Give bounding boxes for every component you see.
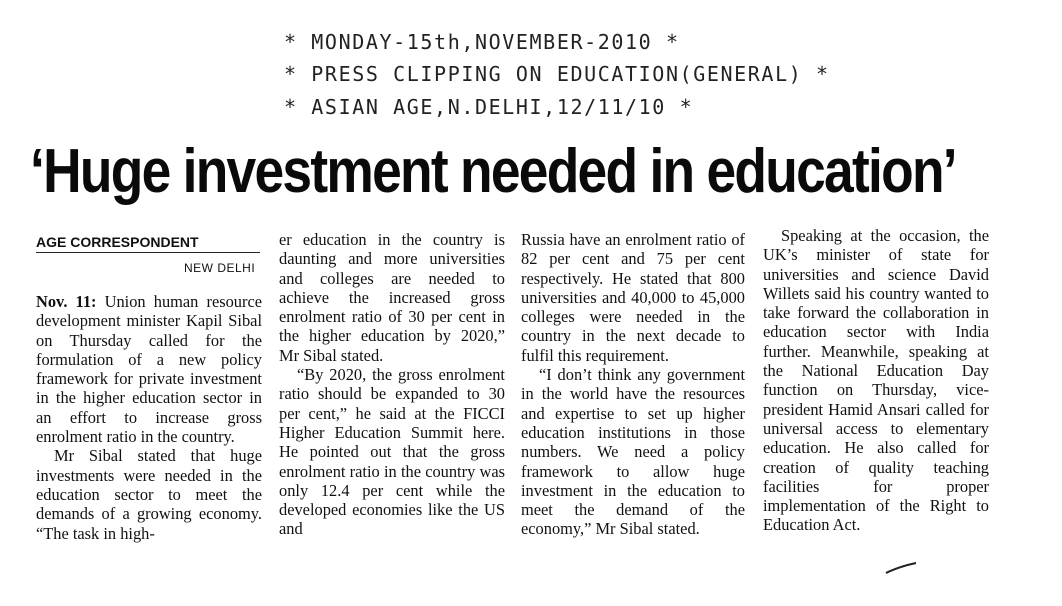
article-column-3 (521, 230, 745, 539)
article-paragraph: Speaking at the occasion, the UK’s minister of state for universities and science David Willets said his country wanted to take forward the collaboration in education sector with India further. Meanwhile, speaking at the National Education Day function on Thursday, vice-president Hamid Ansari called for universal access to elementary education. He also called for creation of quality teaching facilities for proper implementation of the Right to Education Act. (763, 226, 989, 535)
article-column-1 (36, 292, 262, 543)
article-paragraph: Mr Sibal stated that huge investments were needed in the education sector to meet the demands of a growing economy. “The task in high- (36, 446, 262, 543)
article-column-2 (279, 230, 505, 539)
article-headline: ‘Huge investment needed in education’ (30, 137, 956, 206)
clipping-category-line: * PRESS CLIPPING ON EDUCATION(GENERAL) * (284, 62, 830, 86)
lead-date: Nov. 11: (36, 292, 97, 311)
article-byline: AGE CORRESPONDENT (36, 234, 199, 250)
article-column-4 (763, 226, 989, 535)
article-paragraph: er education in the country is daunting and more universities and colleges are needed to achieve the increased gross enrolment ratio of 30 per cent in the higher education by 2020,” Mr Sibal stated. (279, 230, 505, 365)
byline-divider (36, 252, 260, 253)
article-paragraph (36, 292, 262, 446)
clipping-source-line: * ASIAN AGE,N.DELHI,12/11/10 * (284, 95, 694, 119)
paragraph-text: Union human resource development minister Kapil Sibal on Thursday called for the formulation of a new policy framework for private investment in the higher education sector in an effort to increase gross enrolment ratio in the country. (36, 292, 262, 447)
article-paragraph: “By 2020, the gross enrolment ratio should be expanded to 30 per cent,” he said at the FICCI Higher Education Summit here. He pointed out that the gross enrolment ratio in the country was only 12.4 per cent while the developed economies like the US and (279, 365, 505, 539)
pen-tick-mark (884, 560, 918, 576)
article-paragraph: Russia have an enrolment ratio of 82 per cent and 75 per cent respectively. He stated that 800 universities and 40,000 to 45,000 colleges were needed in the country in the next decade to fulfil this requirement. (521, 230, 745, 365)
clipping-date-line: * MONDAY-15th,NOVEMBER-2010 * (284, 30, 680, 54)
article-paragraph: “I don’t think any government in the world have the resources and expertise to set up higher education institutions in those numbers. We need a policy framework to allow huge investment in the education to meet the demand of the economy,” Mr Sibal stated. (521, 365, 745, 539)
article-dateline: NEW DELHI (184, 261, 256, 275)
